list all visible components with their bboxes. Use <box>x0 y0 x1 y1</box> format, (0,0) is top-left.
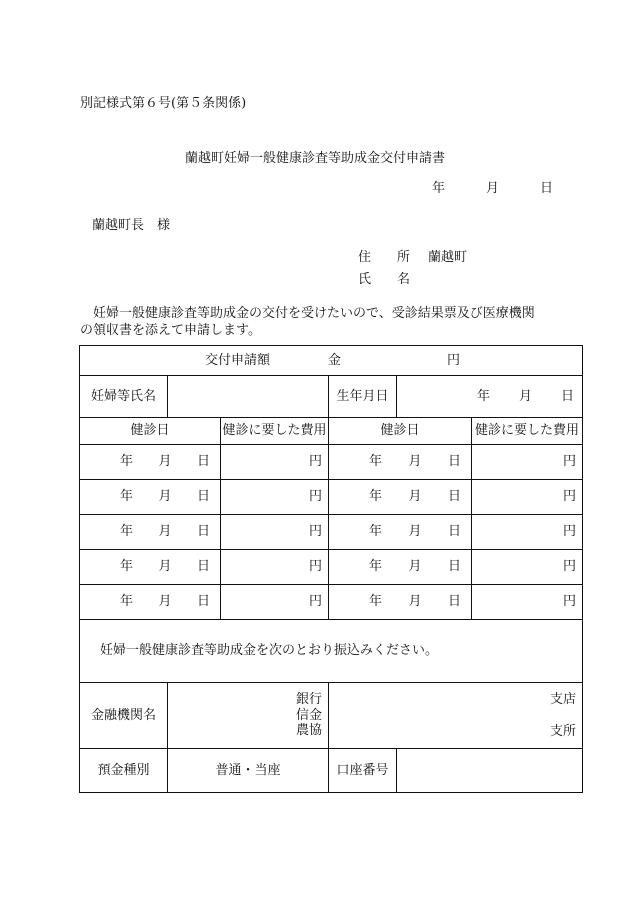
day-label: 日 <box>196 594 210 610</box>
month-label: 月 <box>408 559 422 575</box>
statement-line-2: の領収書を添えて申請します。 <box>80 323 261 338</box>
checkup-cost-field[interactable]: 円 <box>221 480 329 515</box>
col-header-cost-left: 健診に要した費用 <box>221 418 329 445</box>
checkup-cost-field[interactable]: 円 <box>221 515 329 550</box>
amount-label: 交付申請額 <box>205 353 271 368</box>
checkup-row <box>80 480 583 515</box>
bank-type-nokyo: 農協 <box>295 723 322 739</box>
account-number-label: 口座番号 <box>329 749 397 793</box>
birth-date-field[interactable] <box>397 376 583 418</box>
checkup-date-field[interactable] <box>329 480 472 515</box>
year-label: 年 <box>120 454 134 470</box>
month-label: 月 <box>158 489 172 505</box>
year-label: 年 <box>369 524 383 540</box>
amount-cell[interactable] <box>80 346 583 376</box>
year-label: 年 <box>120 559 134 575</box>
day-label: 日 <box>196 524 210 540</box>
application-table <box>79 345 583 793</box>
checkup-cost-field[interactable]: 円 <box>221 550 329 585</box>
deposit-type-field[interactable]: 普通・当座 <box>168 749 329 793</box>
bank-type-shinkin: 信金 <box>295 707 322 723</box>
transfer-instruction: 妊婦一般健康診査等助成金を次のとおり振込みください。 <box>80 620 583 683</box>
checkup-cost-field[interactable]: 円 <box>221 445 329 480</box>
col-header-date-left: 健診日 <box>80 418 221 445</box>
year-label: 年 <box>369 559 383 575</box>
month-label: 月 <box>408 489 422 505</box>
month-label: 月 <box>158 594 172 610</box>
applicant-row <box>80 376 583 418</box>
day-label: 日 <box>447 454 461 470</box>
amount-row <box>80 346 583 376</box>
checkup-date-field[interactable] <box>80 550 221 585</box>
day-label: 日 <box>447 594 461 610</box>
amount-prefix: 金 <box>328 353 342 368</box>
bank-name-field[interactable] <box>168 683 329 749</box>
checkup-row <box>80 550 583 585</box>
year-label: 年 <box>369 594 383 610</box>
checkup-date-field[interactable] <box>329 585 472 620</box>
branch-label-shiten: 支店 <box>550 691 577 707</box>
checkup-row <box>80 445 583 480</box>
col-header-date-right: 健診日 <box>329 418 472 445</box>
checkup-date-field[interactable] <box>80 480 221 515</box>
applicant-name-label: 氏 名 <box>358 272 411 287</box>
month-label: 月 <box>158 454 172 470</box>
checkup-date-field[interactable] <box>329 515 472 550</box>
checkup-cost-field[interactable]: 円 <box>472 445 583 480</box>
month-label: 月 <box>408 524 422 540</box>
applicant-name-cell-label: 妊婦等氏名 <box>80 376 168 418</box>
date-year-label: 年 <box>432 181 446 196</box>
checkup-header-row <box>80 418 583 445</box>
account-number-field[interactable] <box>397 749 583 793</box>
checkup-cost-field[interactable]: 円 <box>472 480 583 515</box>
address-value[interactable]: 蘭越町 <box>428 250 468 265</box>
deposit-type-label: 預金種別 <box>80 749 168 793</box>
branch-label-shisho: 支所 <box>550 723 577 739</box>
addressee: 蘭越町長 様 <box>92 218 171 233</box>
statement-line-1: 妊婦一般健康診査等助成金の交付を受けたいので、受診結果票及び医療機関 <box>93 306 535 321</box>
checkup-row <box>80 585 583 620</box>
bank-row <box>80 683 583 749</box>
year-label: 年 <box>120 594 134 610</box>
bank-name-label: 金融機関名 <box>80 683 168 749</box>
month-label: 月 <box>408 594 422 610</box>
checkup-row <box>80 515 583 550</box>
birth-date-label: 生年月日 <box>329 376 397 418</box>
year-label: 年 <box>369 489 383 505</box>
address-label: 住 所 <box>358 250 411 265</box>
form-number: 別記様式第６号(第５条関係) <box>80 96 247 111</box>
month-label: 月 <box>408 454 422 470</box>
application-statement <box>80 305 560 339</box>
birth-month-label: 月 <box>519 388 533 404</box>
year-label: 年 <box>120 524 134 540</box>
year-label: 年 <box>369 454 383 470</box>
checkup-date-field[interactable] <box>329 550 472 585</box>
birth-year-label: 年 <box>477 388 491 404</box>
checkup-cost-field[interactable]: 円 <box>472 515 583 550</box>
deposit-row <box>80 749 583 793</box>
month-label: 月 <box>158 559 172 575</box>
amount-unit: 円 <box>447 353 461 368</box>
checkup-date-field[interactable] <box>80 515 221 550</box>
applicant-name-field[interactable] <box>168 376 329 418</box>
date-day-label: 日 <box>540 181 554 196</box>
year-label: 年 <box>120 489 134 505</box>
day-label: 日 <box>447 489 461 505</box>
checkup-cost-field[interactable]: 円 <box>472 585 583 620</box>
month-label: 月 <box>158 524 172 540</box>
checkup-date-field[interactable] <box>329 445 472 480</box>
checkup-cost-field[interactable]: 円 <box>221 585 329 620</box>
date-month-label: 月 <box>486 181 500 196</box>
form-title: 蘭越町妊婦一般健康診査等助成金交付申請書 <box>184 151 445 166</box>
transfer-row <box>80 620 583 683</box>
day-label: 日 <box>196 559 210 575</box>
checkup-date-field[interactable] <box>80 585 221 620</box>
checkup-date-field[interactable] <box>80 445 221 480</box>
branch-name-field[interactable] <box>329 683 583 749</box>
bank-type-bank: 銀行 <box>295 692 322 708</box>
checkup-cost-field[interactable]: 円 <box>472 550 583 585</box>
day-label: 日 <box>447 524 461 540</box>
birth-day-label: 日 <box>561 388 575 404</box>
day-label: 日 <box>196 489 210 505</box>
day-label: 日 <box>196 454 210 470</box>
col-header-cost-right: 健診に要した費用 <box>472 418 583 445</box>
day-label: 日 <box>447 559 461 575</box>
